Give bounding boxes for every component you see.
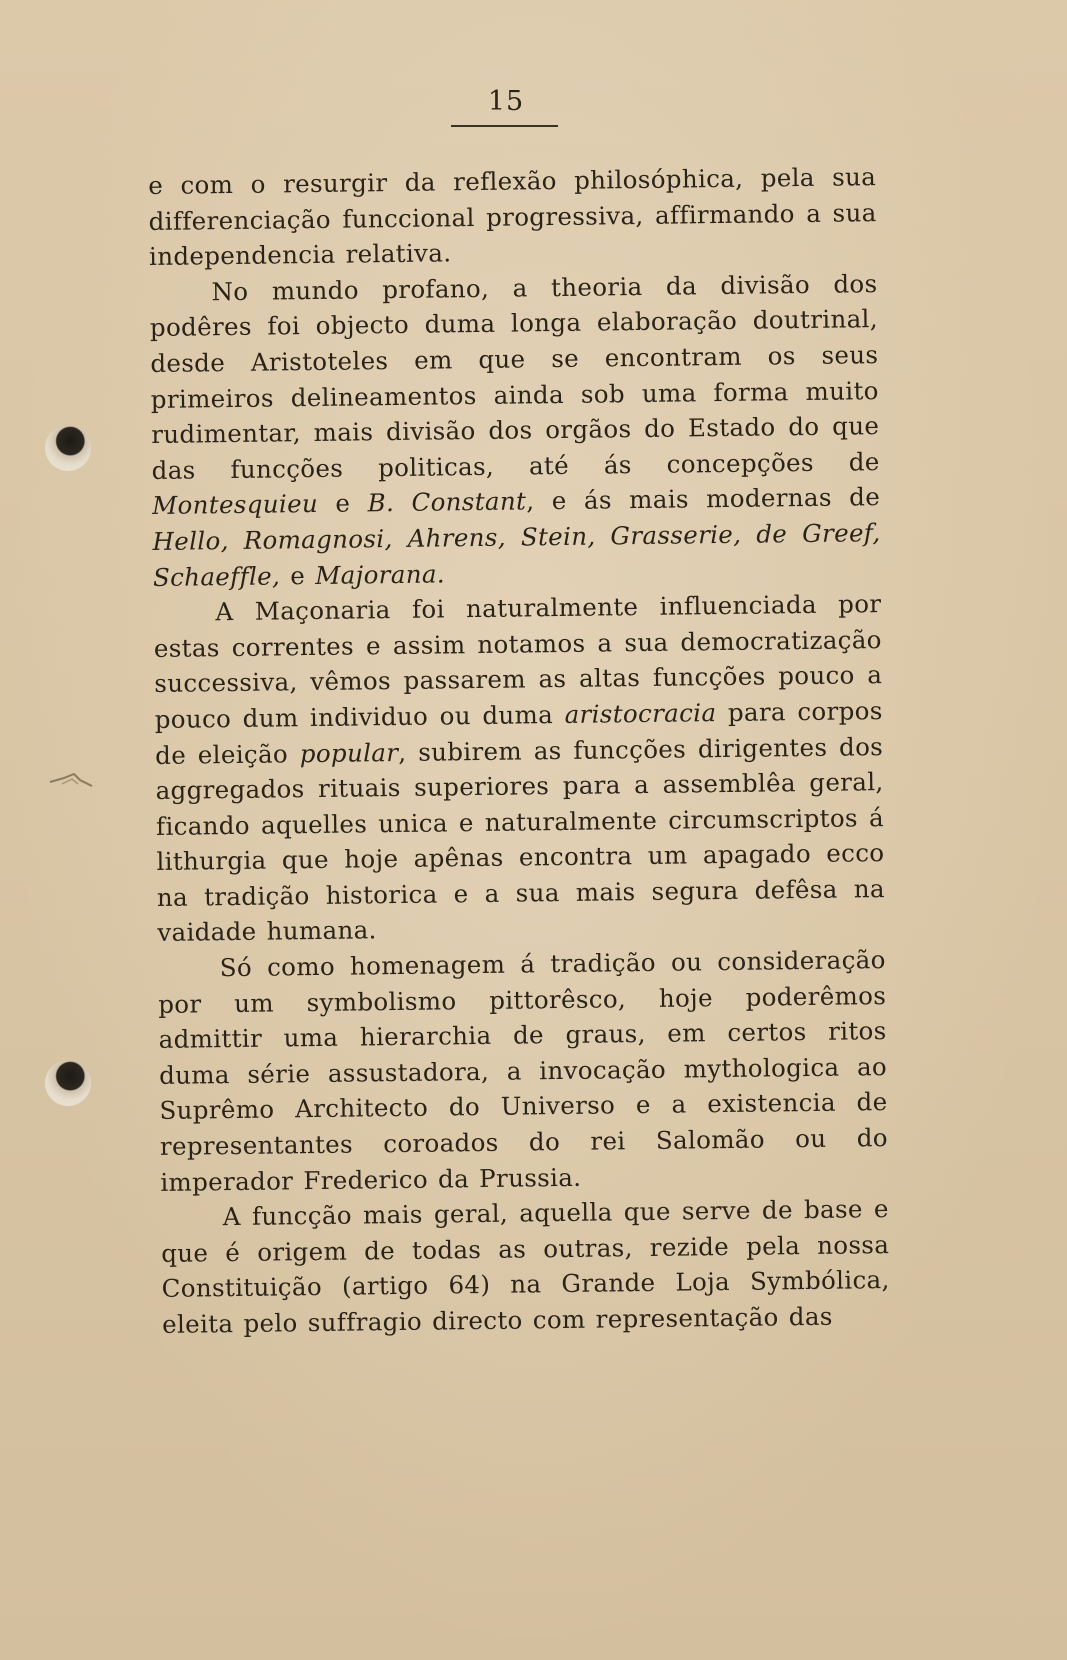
body-text: [148, 159, 890, 1342]
page-number-rule: [451, 125, 558, 127]
margin-stain-mark: [48, 770, 94, 790]
paragraph: [158, 942, 889, 1200]
text-run: A Maçonaria foi naturalmente influenciada por estas correntes e assim notamos a sua democratização successiva, vêmos passarem as altas funcções pouco a pouco dum individuo ou duma: [153, 589, 883, 734]
text-run: e: [279, 560, 316, 590]
page-number: 15: [487, 86, 525, 117]
text-run: Só como homenagem á tradição ou consideração por um symbolismo pittorêsco, hoje poderêmos admittir uma hierarchia de graus, em certos ritos duma série assustadora, a invocação mythologica ao Suprêmo Architecto do Universo e a existencia de representantes coroados do rei Salomão ou do imperador Frederico da Prussia.: [158, 945, 889, 1197]
italic-text: popular: [299, 737, 399, 768]
italic-text: Majorana.: [315, 558, 446, 590]
paragraph: [148, 159, 877, 275]
italic-text: Montesquieu: [151, 489, 319, 521]
paragraph: [153, 586, 885, 951]
text-run: , subirem as funcções dirigentes dos aggregados rituais superiores para a assemblêa geral, ficando aquelles unica e naturalmente circumscriptos á lithurgia que hoje apênas encontra um apagado ecco na tradição historica e a sua mais segura defêsa na vaidade humana.: [155, 731, 886, 948]
paragraph: [161, 1191, 891, 1342]
text-run: e com o resurgir da reflexão philosóphica, pela sua differenciação funccional progressiva, affirmando a sua independencia relativa.: [148, 162, 877, 272]
italic-text: B. Constant: [367, 486, 527, 518]
text-run: A funcção mais geral, aquella que serve de base e que é origem de todas as outras, rezide pela nossa Constituição (artigo 64) na Grande Loja Symbólica, eleita pelo suffragio directo com representação das: [161, 1194, 890, 1339]
text-run: e: [317, 488, 368, 519]
italic-text: aristocracia: [564, 698, 717, 729]
italic-text: Hello, Romagnosi, Ahrens, Stein, Grasserie, de Greef, Schaeffle,: [152, 518, 881, 592]
binding-hole-bottom: [45, 1060, 91, 1106]
text-run: para corpos de eleição: [154, 695, 883, 770]
paragraph: [149, 266, 881, 595]
text-run: , e ás mais modernas de: [526, 482, 881, 516]
text-run: No mundo profano, a theoria da divisão dos podêres foi objecto duma longa elaboração doutrinal, desde Aristoteles em que se encontram os seus primeiros delineamentos ainda sob uma forma muito rudimentar, mais divisão dos orgãos do Estado do que das funcções politicas, até ás concepções de: [149, 268, 880, 485]
binding-hole-top: [45, 425, 91, 471]
